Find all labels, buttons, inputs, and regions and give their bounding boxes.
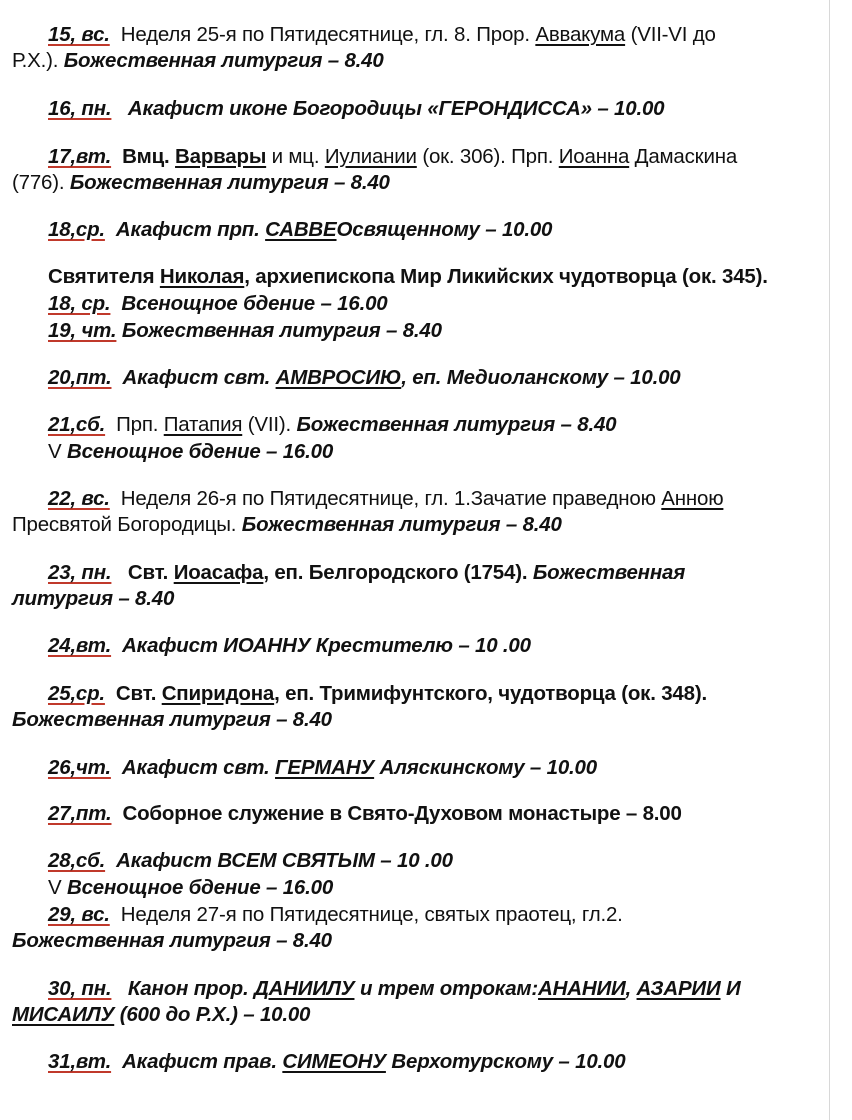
entry-21-line-2 — [0, 439, 333, 465]
entry-date: 21,сб. — [48, 413, 106, 436]
vigil-mark: V — [48, 876, 62, 899]
nikolai-vigil — [0, 291, 387, 317]
entry-date: 18, ср. — [48, 292, 111, 315]
entry-text: (VII-VI до — [630, 23, 716, 46]
entry-30-line-1: 30, пн. Канон прор. ДАНИИЛУ и трем отрокам:АНАНИИ, АЗАРИИ И — [48, 977, 741, 1000]
entry-text: Свт. — [115, 682, 157, 705]
saint-name-link: ДАНИИЛУ — [253, 977, 355, 1000]
entry-text: , еп. Тримифунтского, чудотворца (ок. 348). — [274, 682, 707, 705]
entry-22-line-1 — [0, 486, 723, 512]
entry-23-line-2 — [0, 586, 174, 612]
saint-name-link: Николая — [159, 265, 245, 288]
entry-28-line-2 — [0, 875, 333, 901]
service-text: Акафист прп. — [115, 218, 260, 241]
nikolai-title — [0, 264, 768, 290]
service-text: Всенощное бдение – 16.00 — [66, 440, 334, 463]
entry-25-line-2 — [0, 707, 332, 733]
service-text: Божественная литургия – 8.40 — [12, 708, 332, 731]
entry-text: (VII). — [247, 413, 291, 436]
service-text: литургия – 8.40 — [12, 587, 175, 610]
entry-date: 16, пн. — [48, 97, 112, 120]
saint-name-link: Анною — [661, 487, 724, 510]
service-text: Божественная литургия – 8.40 — [296, 413, 617, 436]
entry-text: Дамаскина — [634, 145, 738, 168]
entry-text: Пресвятой Богородицы. — [12, 513, 237, 536]
service-text: Божественная литургия – 8.40 — [12, 929, 332, 952]
entry-16 — [0, 96, 664, 122]
nikolai-liturgy — [0, 318, 442, 344]
saint-name-link: АЗАРИИ — [636, 977, 721, 1000]
service-text: Акафист ИОАННУ Крестителю – 10 .00 — [122, 634, 531, 657]
entry-15-line-1 — [0, 22, 716, 48]
entry-date: 17,вт. — [48, 145, 112, 168]
entry-28-line-1 — [0, 848, 453, 874]
saint-name-link: САВВЕ — [265, 218, 337, 241]
service-text: И — [726, 977, 741, 1000]
entry-15-line-2 — [0, 48, 384, 74]
entry-text: (776). — [12, 171, 65, 194]
entry-29-line-2 — [0, 928, 332, 954]
entry-date: 15, вс. — [48, 23, 110, 46]
service-text: Акафист иконе Богородицы «ГЕРОНДИССА» – 10.00 — [127, 97, 665, 120]
saint-name-link: Аввакума — [535, 23, 626, 46]
saint-name-link: СИМЕОНУ — [282, 1050, 386, 1073]
saint-name-link: Патапия — [163, 413, 243, 436]
saint-name-link: Иулиании — [324, 145, 417, 168]
saint-name-link: Спиридона — [161, 682, 275, 705]
service-text: Акафист свт. — [122, 366, 271, 389]
entry-text: Неделя 25-я по Пятидесятнице, гл. 8. Прор. — [120, 23, 530, 46]
entry-date: 25,ср. — [48, 682, 105, 705]
service-text: Освященному – 10.00 — [336, 218, 553, 241]
entry-18 — [0, 217, 552, 243]
entry-date: 18,ср. — [48, 218, 105, 241]
service-text: Божественная литургия – 8.40 — [241, 513, 562, 536]
entry-text: Святителя — [48, 265, 155, 288]
entry-date: 29, вс. — [48, 903, 110, 926]
entry-date: 24,вт. — [48, 634, 112, 657]
saint-name-link: АМВРОСИЮ — [275, 366, 402, 389]
entry-22-line-2 — [0, 512, 562, 538]
service-text: (600 до Р.Х.) – 10.00 — [119, 1003, 311, 1026]
entry-25-line-1 — [0, 681, 707, 707]
entry-text: Неделя 27-я по Пятидесятнице, святых праотец, гл.2. — [120, 903, 623, 926]
entry-text: Соборное служение в Свято-Духовом монастыре – 8.00 — [122, 802, 682, 825]
entry-date: 26,чт. — [48, 756, 111, 779]
saint-name-link: Иоасафа — [173, 561, 264, 584]
entry-date: 19, чт. — [48, 319, 117, 342]
entry-text: и мц. — [271, 145, 320, 168]
saint-name-link: Варвары — [175, 145, 267, 168]
vigil-mark: V — [48, 440, 62, 463]
service-text: Божественная литургия – 8.40 — [69, 171, 390, 194]
entry-date: 31,вт. — [48, 1050, 112, 1073]
entry-text: Вмц. — [122, 145, 170, 168]
service-text: и трем отрокам: — [359, 977, 539, 1000]
entry-text: (ок. 306). Прп. — [422, 145, 554, 168]
entry-date: 30, пн. — [48, 977, 112, 1000]
entry-17-line-2 — [0, 170, 390, 196]
entry-24 — [0, 633, 531, 659]
service-text: Верхотурскому – 10.00 — [391, 1050, 626, 1073]
service-text: Аляскинскому – 10.00 — [379, 756, 597, 779]
saint-name-link: ГЕРМАНУ — [275, 756, 375, 779]
service-text: Акафист ВСЕМ СВЯТЫМ – 10 .00 — [116, 849, 453, 872]
entry-date: 22, вс. — [48, 487, 110, 510]
entry-date: 28,сб. — [48, 849, 106, 872]
entry-20 — [0, 365, 680, 391]
service-text: Акафист прав. — [122, 1050, 277, 1073]
entry-17-line-1 — [0, 144, 737, 170]
service-text: Божественная — [532, 561, 686, 584]
entry-text: , еп. Белгородского (1754). — [263, 561, 528, 584]
entry-text: Свт. — [127, 561, 169, 584]
entry-31 — [0, 1049, 625, 1075]
entry-21-line-1 — [0, 412, 616, 438]
page-right-edge — [829, 0, 830, 1120]
service-text: Божественная литургия – 8.40 — [121, 319, 442, 342]
entry-date: 20,пт. — [48, 366, 112, 389]
service-text: Всенощное бдение – 16.00 — [66, 876, 334, 899]
saint-name-link: АНАНИИ — [538, 977, 626, 1000]
service-text: Всенощное бдение – 16.00 — [121, 292, 388, 315]
service-text: , еп. Медиоланскому – 10.00 — [401, 366, 681, 389]
service-text: Божественная литургия – 8.40 — [63, 49, 384, 72]
saint-name-link: Иоанна — [558, 145, 630, 168]
entry-date: 23, пн. — [48, 561, 112, 584]
entry-text: , архиепископа Мир Ликийских чудотворца (ок. 345). — [244, 265, 768, 288]
service-text: Акафист свт. — [121, 756, 270, 779]
entry-date: 27,пт. — [48, 802, 112, 825]
service-text: Канон прор. — [127, 977, 249, 1000]
entry-29-line-1 — [0, 902, 623, 928]
entry-30-line-2 — [0, 1002, 310, 1028]
entry-text: Прп. — [116, 413, 159, 436]
entry-27 — [0, 801, 682, 827]
saint-name-link: МИСАИЛУ — [12, 1003, 115, 1026]
entry-text: Неделя 26-я по Пятидесятнице, гл. 1.Зачатие праведною — [120, 487, 656, 510]
entry-26 — [0, 755, 597, 781]
entry-text: Р.Х.). — [12, 49, 59, 72]
entry-23-line-1 — [0, 560, 685, 586]
